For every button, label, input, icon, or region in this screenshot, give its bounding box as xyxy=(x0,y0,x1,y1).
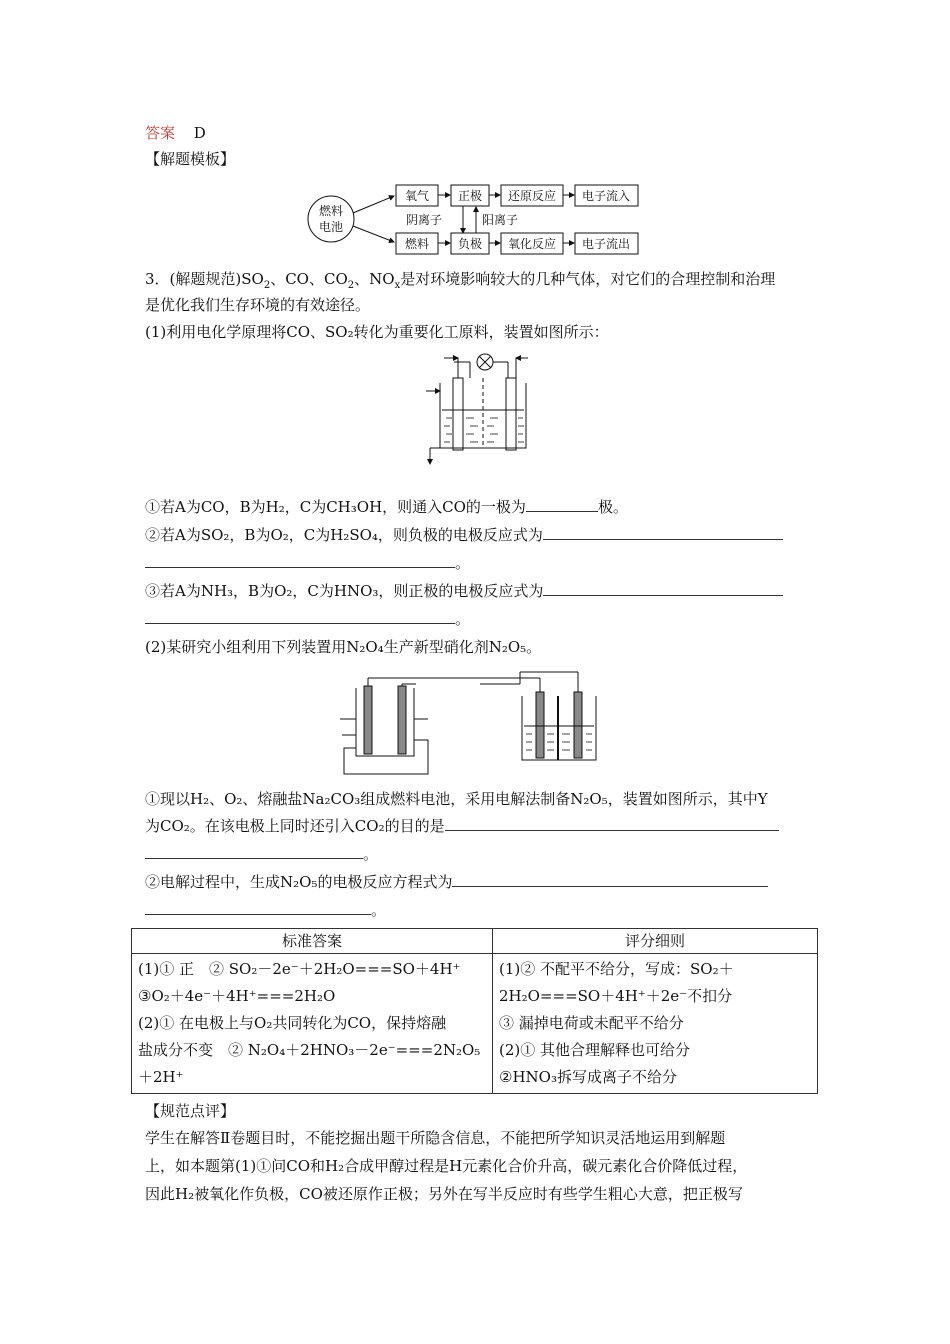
answer-blank[interactable] xyxy=(526,497,598,512)
answer-line: (1)① 正 ② SO₂－2e⁻＋2H₂O===SO＋4H⁺ xyxy=(138,960,461,978)
fuel-cell-circle xyxy=(308,196,354,242)
answer-label: 答案 xyxy=(145,124,176,142)
box-electron-in-label: 电子流入 xyxy=(581,189,631,203)
fig2-apparatus-diagram xyxy=(300,668,645,784)
rule-line: 2H₂O===SO＋4H⁺＋2e⁻不扣分 xyxy=(499,987,733,1005)
q1-sub1: ①若A为CO，B为H₂，C为CH₃OH，则通入CO的一极为 极。 xyxy=(145,498,628,516)
rule-line: ②HNO₃拆写成离子不给分 xyxy=(499,1068,677,1086)
answer-blank[interactable] xyxy=(543,581,783,596)
box-anode-label: 负极 xyxy=(457,237,483,251)
answer-blank[interactable] xyxy=(445,816,779,831)
box-reduction-label: 还原反应 xyxy=(507,189,557,203)
review-line: 因此H₂被氧化作负极，CO被还原作正极；另外在写半反应时有些学生粗心大意，把正极写 xyxy=(145,1185,743,1203)
header-standard-answer: 标准答案 xyxy=(132,929,493,954)
q3-part1-intro: (1)利用电化学原理将CO、SO₂转化为重要化工原料，装置如图所示： xyxy=(145,323,609,341)
answer-line: ③O₂＋4e⁻＋4H⁺===2H₂O xyxy=(138,987,336,1005)
q3-part2-intro: (2)某研究小组利用下列装置用N₂O₄生产新型硝化剂N₂O₅。 xyxy=(145,638,542,656)
q2-sub1-cont: 。 xyxy=(145,844,378,864)
standard-answer-cell xyxy=(132,954,493,1094)
q1-sub2-cont: 。 xyxy=(145,553,470,573)
answer-grading-table xyxy=(131,928,818,1094)
q1-sub2: ②若A为SO₂，B为O₂，C为H₂SO₄，则负极的电极反应式为 xyxy=(145,525,783,545)
box-oxygen-label: 氧气 xyxy=(404,189,430,203)
mid-right-label: 阳离子 xyxy=(482,213,519,227)
fuel-cell-template-diagram xyxy=(300,178,645,260)
fig1-cell-diagram xyxy=(390,348,560,493)
answer-blank[interactable] xyxy=(543,525,783,540)
rule-line: ③ 漏掉电荷或未配平不给分 xyxy=(499,1014,684,1032)
review-line: 上，如本题第(1)①问CO和H₂合成甲醇过程是H元素化合价升高，碳元素化合价降低过程， xyxy=(145,1157,748,1175)
q2-sub2: ②电解过程中，生成N₂O₅的电极反应方程式为 xyxy=(145,872,768,892)
rule-line: (1)② 不配平不给分，写成：SO₂＋ xyxy=(499,960,734,978)
q3-intro-line2: 是优化我们生存环境的有效途径。 xyxy=(145,296,371,314)
review-title: 【规范点评】 xyxy=(145,1102,236,1120)
answer-value: D xyxy=(193,124,206,142)
answer-blank[interactable] xyxy=(145,609,455,624)
box-electron-out-label: 电子流出 xyxy=(581,237,631,251)
box-fuel-label: 燃料 xyxy=(404,237,430,251)
table-row xyxy=(132,954,818,1094)
q1-sub3: ③若A为NH₃，B为O₂，C为HNO₃，则正极的电极反应式为 xyxy=(145,581,783,601)
q3-intro-line1: 3．(解题规范)$SO_2$、CO、$CO_2$、$NO_x$是对环境影响较大的几种气体，对它们的合理控制和治理 xyxy=(145,270,776,291)
grading-rules-cell xyxy=(493,954,818,1094)
answer-line: 盐成分不变 ② N₂O₄＋2HNO₃－2e⁻===2N₂O₅＋2H⁺ xyxy=(138,1041,481,1086)
template-title: 【解题模板】 xyxy=(145,150,236,168)
box-oxidation-label: 氧化反应 xyxy=(507,237,557,251)
q1-sub3-cont: 。 xyxy=(145,609,470,629)
answer-blank[interactable] xyxy=(145,553,455,568)
center-label-1: 燃料 xyxy=(318,204,344,218)
answer-blank[interactable] xyxy=(145,844,363,859)
center-label-2: 电池 xyxy=(318,220,344,234)
mid-left-label: 阴离子 xyxy=(406,213,443,227)
box-cathode-label: 正极 xyxy=(457,189,483,203)
answer-line: (2)① 在电极上与O₂共同转化为CO，保持熔融 xyxy=(138,1014,447,1032)
header-grading-rules: 评分细则 xyxy=(493,929,818,954)
rule-line: (2)① 其他合理解释也可给分 xyxy=(499,1041,691,1059)
table-header-row xyxy=(132,929,818,954)
answer-blank[interactable] xyxy=(452,872,768,887)
review-line: 学生在解答Ⅱ卷题目时，不能挖掘出题干所隐含信息，不能把所学知识灵活地运用到解题 xyxy=(145,1129,726,1147)
answer-line xyxy=(145,123,206,143)
q2-sub1-line2: 为CO₂。在该电极上同时还引入CO₂的目的是 xyxy=(145,816,779,836)
answer-blank[interactable] xyxy=(145,900,371,915)
q2-sub1-line1: ①现以H₂、O₂、熔融盐Na₂CO₃组成燃料电池，采用电解法制备N₂O₅，装置如图所示，其中Y xyxy=(145,790,768,808)
q2-sub2-cont: 。 xyxy=(145,900,386,920)
